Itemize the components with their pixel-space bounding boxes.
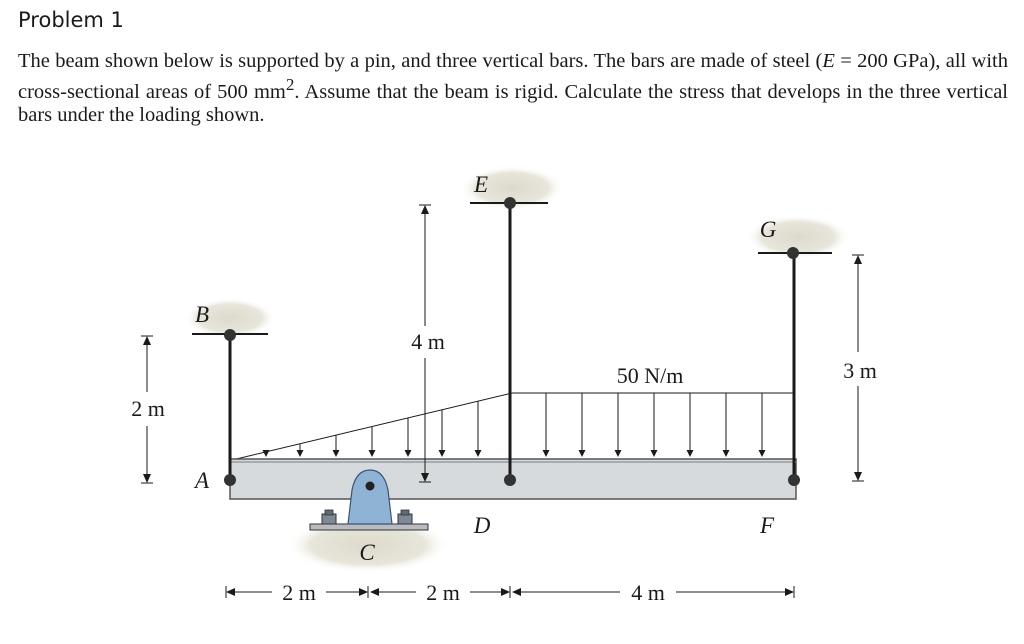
joint-b — [224, 329, 236, 341]
distributed-load — [232, 393, 795, 460]
load-arrow-head — [615, 450, 622, 457]
statement-part-1: The beam shown below is supported by a pin, and three vertical bars. The bars are made of steel ( — [18, 50, 823, 72]
label-bar-g-length: 3 m — [843, 358, 877, 383]
label-point-b: B — [194, 302, 210, 327]
joint-e — [504, 197, 516, 209]
statement-part-2: = 200 GPa), all with cross-sectional areas of 500 mm — [18, 50, 1008, 103]
statement-part-3: . Assume that the beam is rigid. Calculate the stress that develops in the three vertical bars under the loading shown. — [18, 80, 1008, 126]
load-arrow-head — [263, 450, 270, 457]
label-span-df: 4 m — [631, 580, 665, 605]
joint-d — [504, 474, 516, 486]
load-arrow-head — [439, 450, 446, 457]
joint-g — [787, 247, 799, 259]
label-point-e: E — [473, 172, 489, 197]
label-span-ac: 2 m — [282, 580, 316, 605]
load-arrows — [263, 393, 766, 457]
load-arrow-head — [333, 450, 340, 457]
load-arrow-head — [369, 450, 376, 457]
load-arrow-head — [651, 450, 658, 457]
load-arrow-head — [405, 450, 412, 457]
joint-f — [788, 474, 800, 486]
problem-title: Problem 1 — [18, 8, 124, 32]
load-arrow-head — [687, 450, 694, 457]
label-point-f: F — [759, 513, 775, 538]
joint-a — [224, 474, 236, 486]
label-point-a: A — [194, 468, 210, 493]
statement-superscript: 2 — [285, 75, 295, 94]
label-span-cd: 2 m — [426, 580, 460, 605]
label-point-c: C — [359, 540, 375, 565]
load-arrow-head — [759, 450, 766, 457]
load-arrow-head — [579, 450, 586, 457]
label-bar-e-length: 4 m — [411, 329, 445, 354]
label-point-g: G — [759, 217, 777, 242]
load-arrow-head — [297, 450, 304, 457]
load-arrow-head — [723, 450, 730, 457]
load-arrow-head — [543, 450, 550, 457]
load-arrow-head — [475, 450, 482, 457]
label-load-intensity: 50 N/m — [616, 363, 684, 388]
statement-modulus-symbol: E — [822, 50, 835, 72]
label-bar-b-length: 2 m — [131, 396, 165, 421]
label-point-d: D — [473, 513, 491, 538]
